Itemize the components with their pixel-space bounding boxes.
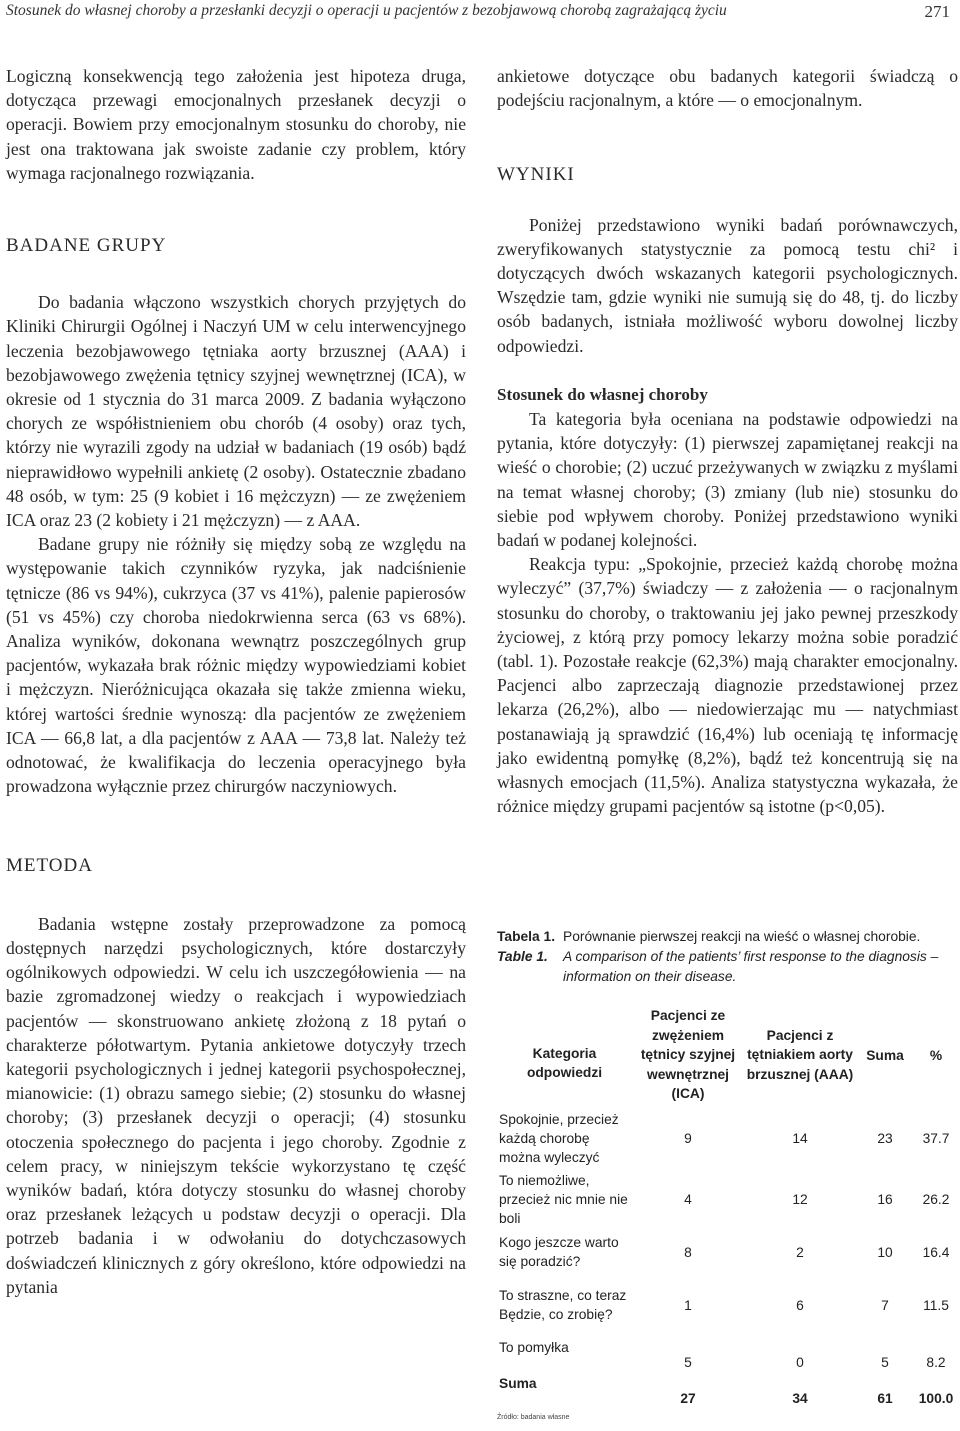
row-category: To straszne, co teraz Będzie, co zrobię?	[499, 1288, 627, 1322]
header-aaa: Pacjenci z tętniakiem aorty brzusznej (AAA)	[746, 1027, 854, 1082]
row-aaa: 14	[792, 1130, 808, 1146]
row-pct: 16.4	[922, 1244, 950, 1260]
table-label-pl: Tabela 1.	[497, 929, 556, 944]
row-ica: 4	[684, 1192, 692, 1207]
section-heading-groups: BADANE GRUPY	[6, 235, 167, 257]
row-category: Spokojnie, przecież każdą chorobę można wyleczyć	[499, 1111, 619, 1165]
row-sum: 23	[877, 1130, 893, 1146]
header-pct: %	[929, 1047, 943, 1063]
table-row	[497, 1274, 958, 1336]
row-ica: 5	[684, 1355, 692, 1370]
row-sum: 5	[881, 1355, 889, 1370]
total-pct: 100.0	[918, 1391, 954, 1406]
right-column	[497, 64, 958, 818]
subsection-paragraph-1: Ta kategoria była oceniana na podstawie odpowiedzi na pytania, które dotyczyły: (1) pierwszej zapamiętanej reakcji na wieść o chorobie; (2) uczuć przeżywanych w związku z myślami na temat własnej choroby; (3) zmiany (lub nie) stosunku do siebie pod wpływem choroby. Poniżej przedstawiono wyniki badań w podanej kolejności.	[497, 409, 958, 551]
table-caption-en: A comparison of the patients’ first response to the diagnosis – information on their disease.	[563, 949, 939, 984]
row-sum: 10	[877, 1244, 893, 1260]
table-total-row	[497, 1372, 958, 1408]
running-head-title: Stosunek do własnej choroby a przesłanki decyzji o operacji u pacjentów z bezobjawową chorobą zagrażającą życiu	[6, 2, 727, 19]
row-ica: 1	[684, 1297, 692, 1313]
total-aaa: 34	[792, 1391, 808, 1406]
row-aaa: 0	[796, 1355, 804, 1370]
subsection-heading: Stosunek do własnej choroby	[497, 384, 708, 404]
left-column	[6, 64, 466, 1299]
table-row	[497, 1336, 958, 1372]
groups-paragraph-2: Badane grupy nie różniły się między sobą ze względu na występowanie takich czynników ryzyka, jak nadciśnienie tętnicze (86 vs 94%), cukrzyca (37 vs 41%), palenie papierosów (51 vs 45%) czy choroba niedokrwienna serca (63 vs 68%). Analiza wyników, dokonana wewnątrz poszczególnych grup pacjentów, wykazała brak różnic między wypowiedziami kobiet i mężczyzn. Nieróżnicująca okazała się także zmienna wieku, której wartości średnie wynoszą: dla pacjentów ze zwężeniem ICA — 66,8 lat, a dla pacjentów z AAA — 73,8 lat. Należy też odnotować, że kwalifikacja do leczenia operacyjnego była prowadzona wyłącznie przez chirurgów naczyniowych.	[6, 534, 466, 797]
row-sum: 16	[877, 1192, 893, 1207]
table-label-en: Table 1.	[497, 949, 548, 964]
table-caption-pl: Porównanie pierwszej reakcji na wieść o własnej chorobie.	[563, 929, 921, 944]
row-ica: 8	[684, 1244, 692, 1260]
subsection-paragraph-2: Reakcja typu: „Spokojnie, przecież każdą chorobę można wyleczyć” (37,7%) świadczy — z założenia — o racjonalnym stosunku do choroby, o traktowaniu jej jako pewnej przeszkody życiowej, z którą przy pomocy lekarzy można sobie poradzić (tabl. 1). Pozostałe reakcje (62,3%) mają charakter emocjonalny. Pacjenci albo zaprzeczają diagnozie przedstawionej przez lekarza (26,2%), albo — niedowierzając mu — natychmiast postanawiają ją sprawdzić (16,4%) lub oceniają tę informację jako ewidentną pomyłkę (8,2%), bądź też koncentrują się na własnych emocjach (11,5%). Analiza statystyczna wykazała, że różnice między grupami pacjentów są istotne (p<0,05).	[497, 554, 958, 817]
row-category: To pomyłka	[499, 1340, 569, 1355]
table-row	[497, 1107, 958, 1169]
continuation-paragraph: ankietowe dotyczące obu badanych kategorii świadczą o podejściu racjonalnym, a które — o emocjonalnym.	[497, 66, 958, 111]
intro-paragraph: Logiczną konsekwencją tego założenia jest hipoteza druga, dotycząca przewagi emocjonalnych przesłanek decyzji o operacji. Bowiem przy emocjonalnym stosunku do choroby, nie jest ona traktowana jak swoiste zadanie czy problem, który wymaga racjonalnego rozwiązania.	[6, 66, 466, 183]
row-category: Kogo jeszcze warto się poradzić?	[499, 1235, 619, 1269]
row-aaa: 12	[792, 1192, 808, 1207]
row-ica: 9	[684, 1130, 692, 1146]
row-category: To niemożliwe, przecież nic mnie nie boli	[499, 1173, 628, 1226]
section-heading-results: WYNIKI	[497, 164, 575, 186]
results-paragraph-1: Poniżej przedstawiono wyniki badań porównawczych, zweryfikowanych statystycznie za pomocą testu chi² i dotyczących dwóch wskazanych kategorii psychologicznych. Wszędzie tam, gdzie wyniki nie sumują się do 48, tj. do liczby osób badanych, istniała możliwość wyboru dowolnej liczby odpowiedzi.	[497, 214, 958, 356]
row-pct: 37.7	[922, 1130, 950, 1146]
header-ica: Pacjenci ze zwężeniem tętnicy szyjnej wewnętrznej (ICA)	[640, 1008, 736, 1102]
page-number: 271	[924, 2, 950, 21]
section-heading-method: METODA	[6, 855, 93, 877]
total-sum: 61	[877, 1391, 893, 1406]
row-pct: 11.5	[923, 1297, 949, 1313]
header-sum: Suma	[866, 1047, 904, 1063]
row-pct: 26.2	[922, 1192, 950, 1207]
header-category: Kategoria odpowiedzi	[526, 1046, 603, 1080]
groups-paragraph-1: Do badania włączono wszystkich chorych przyjętych do Kliniki Chirurgii Ogólnej i Naczyń UM w celu interwencyjnego leczenia bezobjawowego tętniaka aorty brzusznej (AAA) i bezobjawowego zwężenia tętnicy szyjnej wewnętrznej (ICA), w okresie od 1 stycznia do 31 marca 2009. Z badania wyłączono chorych ze współistnieniem obu chorób (4 osoby) oraz tych, którzy nie wyrazili zgody na udział w badaniach (19 osób) bądź nieprawidłowo wypełnili ankietę (2 osoby). Ostatecznie zbadano 48 osób, w tym: 25 (9 kobiet i 16 mężczyzn) — ze zwężeniem ICA oraz 23 (2 kobiety i 21 mężczyzn) — z AAA.	[6, 292, 466, 531]
table-source: Źródło: badania własne	[497, 1414, 570, 1421]
table-caption	[497, 927, 958, 987]
method-paragraph-1: Badania wstępne zostały przeprowadzone za pomocą dostępnych narzędzi psychologicznych, które dostarczyły ogólnikowych odpowiedzi. W celu ich uszczegółowienia — na bazie zgromadzonej wiedzy o reakcjach i wypowiedziach pacjentów — skonstruowano ankietę złożoną z 18 pytań o charakterze półotwartym. Pytania ankietowe dotyczyły trzech kategorii psychologicznych i jednej kategorii psychospołecznej, mianowicie: (1) obrazu samego siebie; (2) stosunku do własnej choroby; (3) przesłanek decyzji o operacji; (4) stosunku otoczenia społecznego do pacjenta i jego choroby. Zgodnie z celem pracy, w niniejszym tekście wykorzystano tę część wyników badań, która dotyczy stosunku do własnej choroby oraz przesłanek leżących u podstaw decyzji o operacji. Dla potrzeb badania i w odwołaniu do dotychczasowych doświadczeń klinicznych z góry określono, które odpowiedzi na pytania	[6, 913, 466, 1297]
total-ica: 27	[680, 1391, 696, 1406]
table-header-row	[497, 1003, 958, 1107]
row-aaa: 6	[796, 1297, 804, 1313]
row-aaa: 2	[796, 1244, 804, 1260]
total-category: Suma	[499, 1376, 537, 1391]
results-table	[497, 1003, 958, 1408]
row-pct: 8.2	[926, 1355, 946, 1370]
table-row	[497, 1230, 958, 1274]
table-row	[497, 1169, 958, 1230]
running-head	[6, 2, 954, 24]
row-sum: 7	[881, 1297, 889, 1313]
